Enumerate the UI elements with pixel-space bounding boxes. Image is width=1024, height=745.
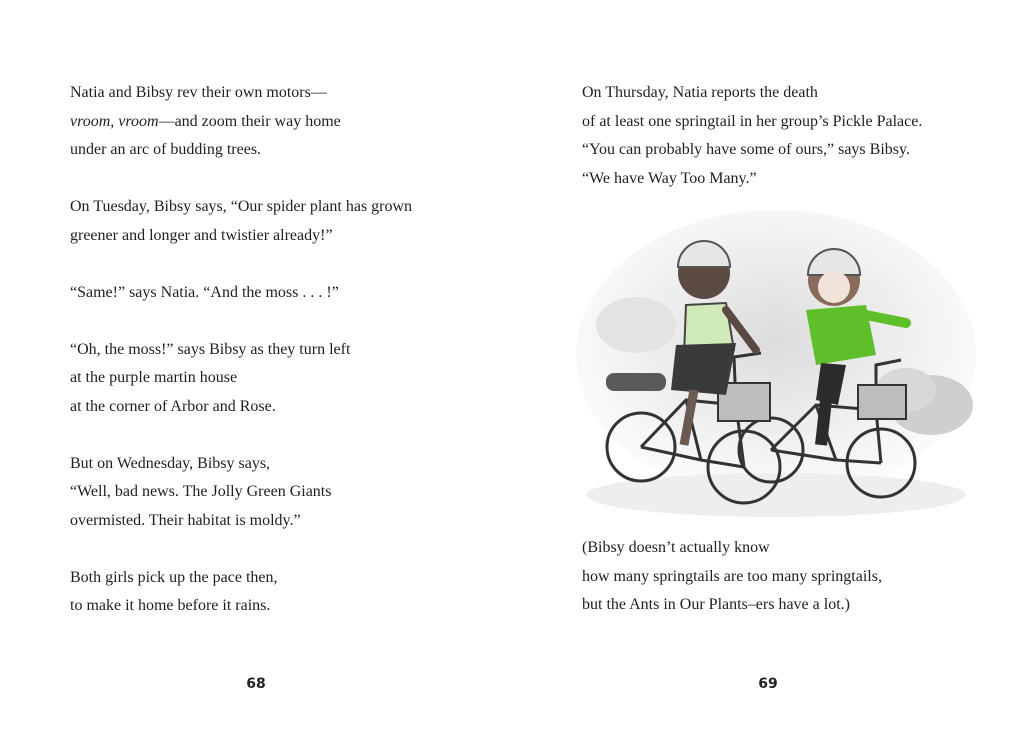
text-line: On Thursday, Natia reports the death xyxy=(582,84,818,101)
text-line: Natia and Bibsy rev their own motors— xyxy=(70,84,327,101)
text-line: “You can probably have some of ours,” says Bibsy. xyxy=(582,141,910,158)
text-line: but the Ants in Our Plants–ers have a lot.) xyxy=(582,596,850,613)
right-page-bottom-text xyxy=(582,534,1002,620)
text-line: greener and longer and twistier already!” xyxy=(70,226,333,244)
text-line: overmisted. Their habitat is moldy.” xyxy=(70,511,301,529)
text-line: how many springtails are too many springtails, xyxy=(582,567,882,585)
left-page-text xyxy=(70,79,490,621)
text-line: under an arc of budding trees. xyxy=(70,141,262,158)
text-line: “We have Way Too Many.” xyxy=(582,169,757,187)
text-line: to make it home before it rains. xyxy=(70,597,271,614)
text-line: Both girls pick up the pace then, xyxy=(70,568,278,586)
text-line: at the corner of Arbor and Rose. xyxy=(70,397,276,415)
text-line: at the purple martin house xyxy=(70,369,238,386)
bicycle-illustration xyxy=(576,205,976,525)
right-page xyxy=(512,0,1024,745)
text-line: “Same!” says Natia. “And the moss . . . !” xyxy=(70,283,339,301)
text-line: “Oh, the moss!” says Bibsy as they turn left xyxy=(70,340,351,358)
text-line: “Well, bad news. The Jolly Green Giants xyxy=(70,483,332,500)
italic-text: vroom, vroom xyxy=(70,112,159,130)
right-page-top-text xyxy=(582,79,1002,193)
text-line xyxy=(70,108,490,137)
text-line: On Tuesday, Bibsy says, “Our spider plant has grown xyxy=(70,198,413,215)
text-fragment: —and zoom their way home xyxy=(158,112,341,130)
text-line: But on Wednesday, Bibsy says, xyxy=(70,454,271,472)
text-line: of at least one springtail in her group’s Pickle Palace. xyxy=(582,112,923,130)
two-girls-riding-bicycles-icon xyxy=(576,205,976,525)
page-number-right: 69 xyxy=(758,676,778,692)
page-number-left: 68 xyxy=(246,676,266,692)
text-line: (Bibsy doesn’t actually know xyxy=(582,539,770,556)
